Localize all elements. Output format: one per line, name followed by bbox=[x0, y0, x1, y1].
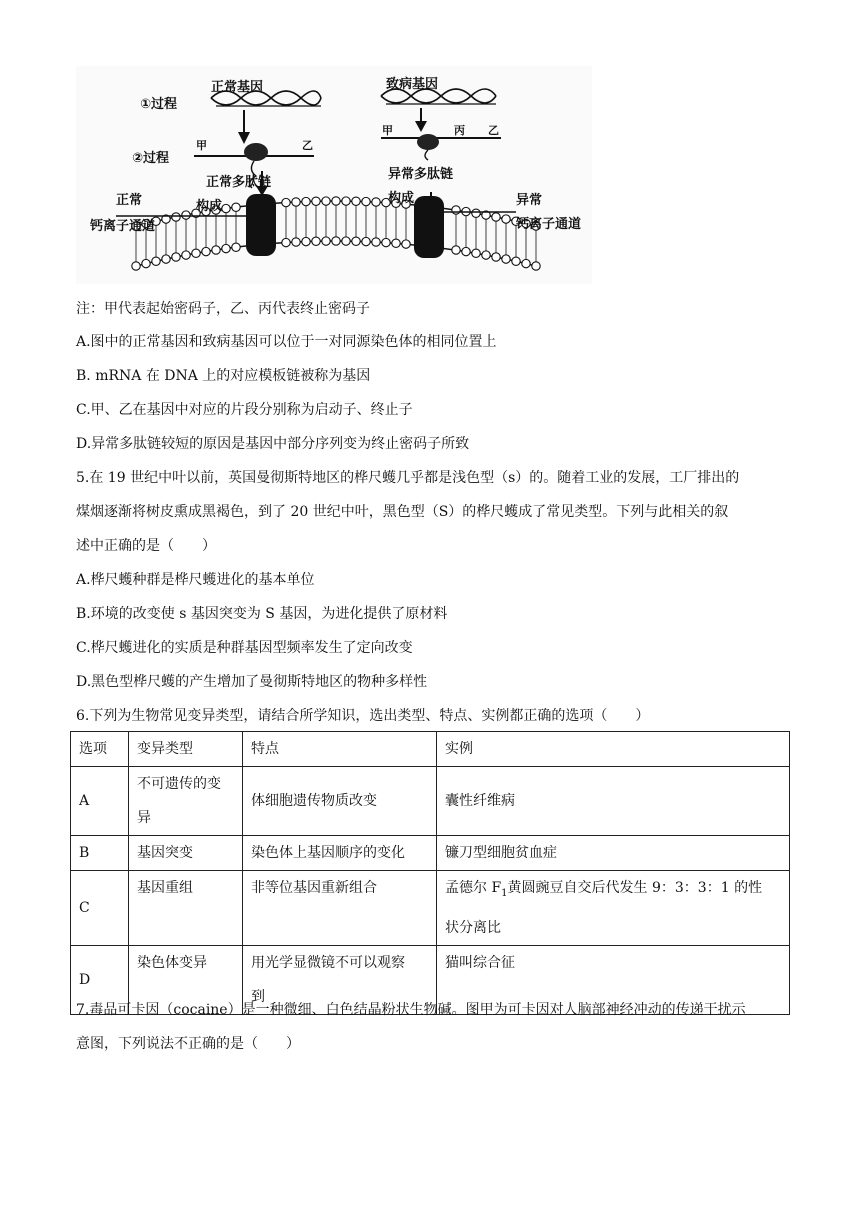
row-d-example: 猫叫综合征 bbox=[437, 945, 790, 1014]
header-option: 选项 bbox=[71, 732, 129, 767]
header-feature: 特点 bbox=[243, 732, 437, 767]
lipid-head bbox=[302, 237, 310, 245]
lipid-head bbox=[282, 238, 290, 246]
label-process1: ①过程 bbox=[140, 97, 178, 112]
label-bing: 丙 bbox=[454, 124, 465, 137]
row-d-feature-a: 用光学显微镜不可以观察 bbox=[251, 954, 405, 971]
lipid-head bbox=[472, 209, 480, 217]
lipid-head bbox=[502, 255, 510, 263]
row-d-type: 染色体变异 bbox=[129, 945, 243, 1014]
lipid-head bbox=[362, 237, 370, 245]
row-c-option: C bbox=[71, 871, 129, 946]
row-c-example-c: 状分离比 bbox=[445, 919, 501, 936]
row-c-example bbox=[437, 871, 790, 946]
label-normal-gene: 正常基因 bbox=[211, 80, 264, 95]
label-disease-gene: 致病基因 bbox=[386, 77, 439, 92]
lipid-head bbox=[452, 206, 460, 214]
lipid-head bbox=[302, 197, 310, 205]
row-c-example-a: 孟德尔 F bbox=[445, 880, 502, 896]
label-yi-left: 乙 bbox=[302, 139, 313, 152]
label-normal-channel-1: 正常 bbox=[116, 193, 143, 208]
lipid-head bbox=[192, 249, 200, 257]
label-construct-right: 构成 bbox=[388, 191, 415, 206]
label-jia-left: 甲 bbox=[196, 139, 207, 152]
lipid-head bbox=[182, 211, 190, 219]
lipid-head bbox=[382, 238, 390, 246]
lipid-head bbox=[212, 246, 220, 254]
q4-option-d: D.异常多肽链较短的原因是基因中部分序列变为终止密码子所致 bbox=[76, 436, 470, 452]
lipid-head bbox=[372, 238, 380, 246]
q5-option-a: A.桦尺蠖种群是桦尺蠖进化的基本单位 bbox=[76, 572, 315, 588]
row-b-example: 镰刀型细胞贫血症 bbox=[437, 836, 790, 871]
lipid-head bbox=[402, 240, 410, 248]
figure-note: 注：甲代表起始密码子，乙、丙代表终止密码子 bbox=[76, 301, 370, 317]
header-type: 变异类型 bbox=[129, 732, 243, 767]
row-a-feature: 体细胞遗传物质改变 bbox=[243, 767, 437, 836]
row-a-example: 囊性纤维病 bbox=[437, 767, 790, 836]
lipid-head bbox=[332, 237, 340, 245]
lipid-head bbox=[392, 239, 400, 247]
lipid-head bbox=[352, 197, 360, 205]
row-d-option: D bbox=[71, 945, 129, 1014]
lipid-head bbox=[152, 257, 160, 265]
lipid-head bbox=[232, 243, 240, 251]
label-construct-left: 构成 bbox=[196, 199, 223, 214]
table-row bbox=[71, 836, 790, 871]
q5-stem-line-2: 煤烟逐渐将树皮熏成黑褐色，到了 20 世纪中叶，黑色型（S）的桦尺蠖成了常见类型。下列与此相关的叙 bbox=[76, 504, 729, 520]
lipid-head bbox=[172, 213, 180, 221]
lipid-head bbox=[332, 197, 340, 205]
row-d-feature-b: 到 bbox=[251, 988, 265, 1005]
lipid-head bbox=[462, 247, 470, 255]
lipid-head bbox=[142, 259, 150, 267]
lipid-head bbox=[172, 253, 180, 261]
lipid-head bbox=[162, 255, 170, 263]
header-example: 实例 bbox=[437, 732, 790, 767]
row-c-example-b: 黄圆豌豆自交后代发生 9：3：3：1 的性 bbox=[507, 880, 763, 896]
q5-option-c: C.桦尺蠖进化的实质是种群基因型频率发生了定向改变 bbox=[76, 640, 413, 656]
lipid-head bbox=[312, 197, 320, 205]
q6-stem: 6.下列为生物常见变异类型，请结合所学知识，选出类型、特点、实例都正确的选项（ ） bbox=[76, 708, 650, 724]
q4-option-c: C.甲、乙在基因中对应的片段分别称为启动子、终止子 bbox=[76, 402, 413, 418]
lipid-head bbox=[492, 213, 500, 221]
label-process2: ②过程 bbox=[132, 151, 170, 166]
lipid-head bbox=[522, 259, 530, 267]
row-c-feature: 非等位基因重新组合 bbox=[243, 871, 437, 946]
variation-table bbox=[70, 731, 790, 1015]
label-yi-right: 乙 bbox=[488, 124, 499, 137]
lipid-head bbox=[372, 198, 380, 206]
q5-stem-line-3: 述中正确的是（ ） bbox=[76, 538, 216, 554]
row-b-feature: 染色体上基因顺序的变化 bbox=[243, 836, 437, 871]
q5-option-b: B.环境的改变使 s 基因突变为 S 基因，为进化提供了原材料 bbox=[76, 606, 448, 622]
lipid-head bbox=[502, 215, 510, 223]
lipid-head bbox=[232, 203, 240, 211]
lipid-head bbox=[512, 257, 520, 265]
lipid-head bbox=[352, 237, 360, 245]
lipid-head bbox=[282, 198, 290, 206]
label-abnormal-peptide: 异常多肽链 bbox=[388, 167, 454, 182]
gene-expression-figure bbox=[76, 66, 592, 284]
label-normal-peptide: 正常多肽链 bbox=[206, 175, 272, 190]
lipid-head bbox=[222, 204, 230, 212]
row-b-option: B bbox=[71, 836, 129, 871]
label-jia-right: 甲 bbox=[382, 124, 393, 137]
lipid-head bbox=[292, 198, 300, 206]
q5-option-d: D.黑色型桦尺蠖的产生增加了曼彻斯特地区的物种多样性 bbox=[76, 674, 428, 690]
lipid-head bbox=[482, 251, 490, 259]
q7-stem-line-1: 7.毒品可卡因（cocaine）是一种微细、白色结晶粉状生物碱。图甲为可卡因对人脑部神经冲动的传递干扰示 bbox=[76, 1002, 746, 1018]
table-header-row bbox=[71, 732, 790, 767]
q5-stem-line-1: 5.在 19 世纪中叶以前，英国曼彻斯特地区的桦尺蠖几乎都是浅色型（s）的。随着工业的发展，工厂排出的 bbox=[76, 470, 740, 486]
lipid-head bbox=[182, 251, 190, 259]
lipid-head bbox=[362, 197, 370, 205]
lipid-head bbox=[492, 253, 500, 261]
q4-option-a: A.图中的正常基因和致病基因可以位于一对同源染色体的相同位置上 bbox=[76, 334, 497, 350]
q7-stem-line-2: 意图，下列说法不正确的是（ ） bbox=[76, 1036, 300, 1052]
table-row bbox=[71, 871, 790, 946]
lipid-head bbox=[472, 249, 480, 257]
lipid-head bbox=[452, 246, 460, 254]
row-a-option: A bbox=[71, 767, 129, 836]
lipid-head bbox=[342, 237, 350, 245]
row-a-type: 不可遗传的变异 bbox=[129, 767, 243, 836]
lipid-head bbox=[342, 197, 350, 205]
table-row bbox=[71, 767, 790, 836]
lipid-head bbox=[292, 238, 300, 246]
figure-drawing bbox=[76, 66, 592, 284]
label-abnormal-channel-2: 钙离子通道 bbox=[516, 217, 582, 232]
lipid-head bbox=[222, 244, 230, 252]
label-abnormal-channel-1: 异常 bbox=[516, 193, 543, 208]
lipid-head bbox=[202, 247, 210, 255]
lipid-head bbox=[532, 262, 540, 270]
row-c-example-sub: 1 bbox=[501, 887, 508, 899]
row-c-type: 基因重组 bbox=[129, 871, 243, 946]
lipid-head bbox=[322, 237, 330, 245]
label-normal-channel-2: 钙离子通道 bbox=[90, 219, 156, 234]
lipid-head bbox=[312, 237, 320, 245]
row-b-type: 基因突变 bbox=[129, 836, 243, 871]
lipid-head bbox=[132, 262, 140, 270]
q4-option-b: B. mRNA 在 DNA 上的对应模板链被称为基因 bbox=[76, 368, 371, 384]
lipid-head bbox=[322, 197, 330, 205]
